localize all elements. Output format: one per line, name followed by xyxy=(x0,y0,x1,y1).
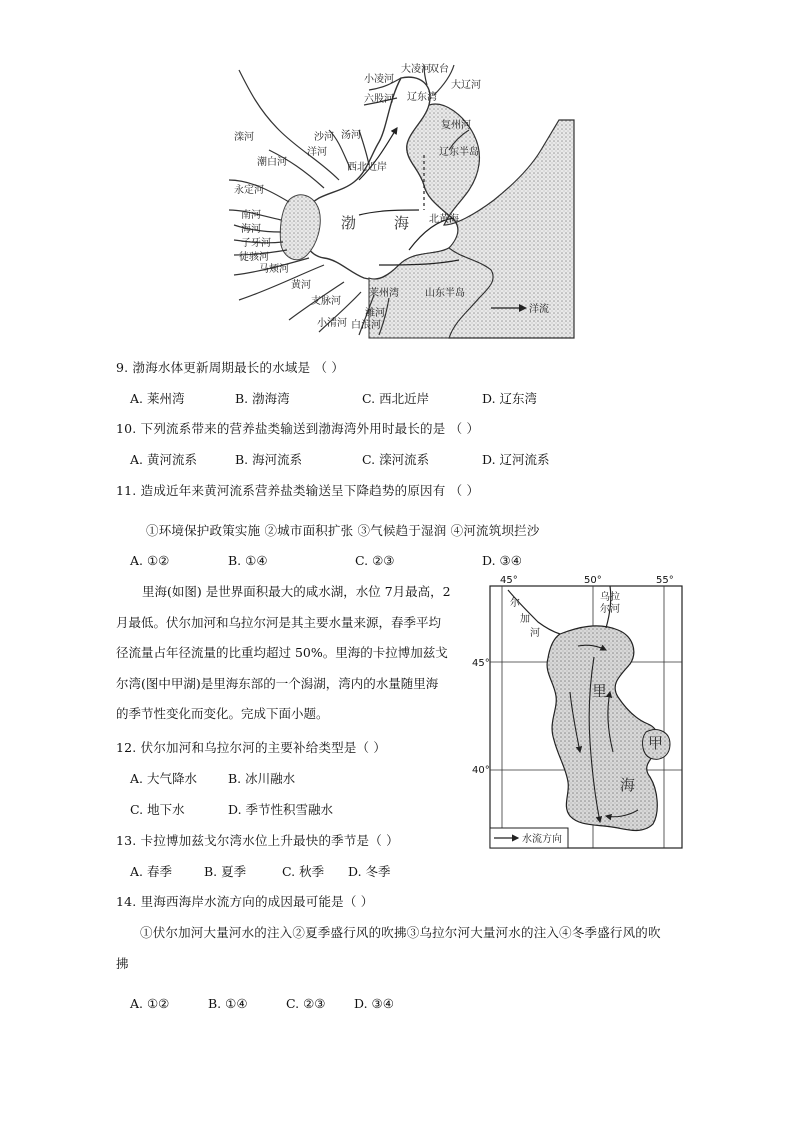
label-shuangtai: 双台 xyxy=(429,64,449,75)
label-xiaoling: 小凌河 xyxy=(364,74,394,85)
label-bohai-b: 海 xyxy=(394,214,410,232)
label-fuzhou: 复州河 xyxy=(441,120,471,131)
q10-option-a[interactable]: A. 黄河流系 xyxy=(130,452,197,467)
q10-option-b[interactable]: B. 海河流系 xyxy=(235,452,303,467)
caspian-legend xyxy=(490,828,568,848)
label-li: 里 xyxy=(592,682,608,700)
label-jia: 甲 xyxy=(648,734,664,752)
q13-option-a[interactable]: A. 春季 xyxy=(130,864,172,879)
label-huanghe: 黄河 xyxy=(291,280,311,291)
label-yongding: 永定河 xyxy=(234,185,264,196)
q9-option-a[interactable]: A. 莱州湾 xyxy=(130,391,185,406)
label-laizhou: 莱州湾 xyxy=(369,288,399,299)
bohai-map xyxy=(229,60,574,338)
q14-option-c[interactable]: C. ②③ xyxy=(286,996,326,1011)
label-zhimai: 支脉河 xyxy=(311,296,341,307)
label-ural-2: 尔河 xyxy=(600,604,620,615)
q9-stem: 9. 渤海水体更新周期最长的水域是 （ ） xyxy=(116,360,345,375)
label-volga-3: 河 xyxy=(530,628,540,639)
q9-option-d[interactable]: D. 辽东湾 xyxy=(482,391,538,406)
label-weihe: 潍河 xyxy=(365,308,385,319)
q11-option-c[interactable]: C. ②③ xyxy=(355,553,395,568)
q11-option-b[interactable]: B. ①④ xyxy=(228,553,268,568)
lat-40: 40° xyxy=(472,765,490,776)
caspian-passage xyxy=(116,577,456,730)
q10-option-c[interactable]: C. 滦河流系 xyxy=(362,452,430,467)
passage-line-5: 的季节性变化而变化。完成下面小题。 xyxy=(116,706,329,721)
label-ural-1: 乌拉 xyxy=(600,592,620,603)
label-chaobai: 潮白河 xyxy=(257,157,287,168)
label-liugu: 六股河 xyxy=(364,94,394,105)
label-xibei: 西北近岸 xyxy=(347,162,387,173)
passage-line-1: 里海(如图) 是世界面积最大的咸水湖，水位 7月最高，2 xyxy=(142,584,451,599)
label-liaodong-pen: 辽东半岛 xyxy=(439,147,479,158)
label-current: 洋流 xyxy=(529,304,549,315)
label-daling: 大凌河 xyxy=(401,64,431,75)
q14-option-a[interactable]: A. ①② xyxy=(130,996,170,1011)
q14-stem: 14. 里海西海岸水流方向的成因最可能是（ ） xyxy=(116,894,374,909)
q10-option-d[interactable]: D. 辽河流系 xyxy=(482,452,550,467)
label-xiaoqing: 小清河 xyxy=(317,318,347,329)
label-shandong: 山东半岛 xyxy=(425,288,465,299)
label-majia: 马颊河 xyxy=(259,264,289,275)
q12-option-d[interactable]: D. 季节性积雪融水 xyxy=(228,802,334,817)
label-volga-1: 尔 xyxy=(510,598,520,609)
lon-45: 45° xyxy=(500,575,518,586)
label-hai: 海 xyxy=(620,776,636,794)
label-volga-2: 加 xyxy=(520,614,530,625)
q13-option-c[interactable]: C. 秋季 xyxy=(282,864,325,879)
label-luan: 滦河 xyxy=(234,132,254,143)
q12-stem: 12. 伏尔加河和乌拉尔河的主要补给类型是（ ） xyxy=(116,740,387,755)
label-bohai-a: 渤 xyxy=(341,214,357,232)
q11-option-a[interactable]: A. ①② xyxy=(130,553,170,568)
q14-factors-line1: ①伏尔加河大量河水的注入②夏季盛行风的吹拂③乌拉尔河大量河水的注入④冬季盛行风的吹 xyxy=(140,925,661,940)
label-tuhai: 徒骇河 xyxy=(239,252,269,263)
q14-option-b[interactable]: B. ①④ xyxy=(208,996,248,1011)
label-daliao: 大辽河 xyxy=(451,80,481,91)
caspian-map xyxy=(472,572,684,850)
passage-line-4: 尔湾(图中甲湖)是里海东部的一个潟湖，湾内的水量随里海 xyxy=(116,675,439,691)
label-tanghe: 汤河 xyxy=(341,130,361,141)
q13-option-b[interactable]: B. 夏季 xyxy=(204,864,247,879)
q13-stem: 13. 卡拉博加兹戈尔湾水位上升最快的季节是（ ） xyxy=(116,833,399,848)
lon-50: 50° xyxy=(584,575,602,586)
label-beihuangha: 北黄海 xyxy=(429,214,459,225)
q11-option-d[interactable]: D. ③④ xyxy=(482,553,522,568)
q9-option-b[interactable]: B. 渤海湾 xyxy=(235,391,290,406)
label-yanghe: 洋河 xyxy=(307,147,327,158)
q13-option-d[interactable]: D. 冬季 xyxy=(348,864,391,879)
q9-option-c[interactable]: C. 西北近岸 xyxy=(362,391,430,406)
passage-line-2: 月最低。伏尔加河和乌拉尔河是其主要水量来源，春季平均 xyxy=(116,614,442,630)
legend-label: 水流方向 xyxy=(522,834,562,845)
passage-line-3: 径流量占年径流量的比重均超过 50%。里海的卡拉博加兹戈 xyxy=(116,645,448,660)
q14-factors-line2: 拂 xyxy=(116,956,129,971)
q11-stem: 11. 造成近年来黄河流系营养盐类输送呈下降趋势的原因有 （ ） xyxy=(116,483,480,498)
label-haihe: 海河 xyxy=(241,224,261,235)
q12-option-b[interactable]: B. 冰川融水 xyxy=(228,771,296,786)
q12-option-c[interactable]: C. 地下水 xyxy=(130,802,185,817)
q14-option-d[interactable]: D. ③④ xyxy=(354,996,394,1011)
label-nanhe: 南河 xyxy=(241,210,261,221)
label-bailang: 白浪河 xyxy=(351,320,381,331)
lat-45: 45° xyxy=(472,658,490,669)
label-liaodong-bay: 辽东湾 xyxy=(407,92,437,103)
label-shahe: 沙河 xyxy=(314,132,334,143)
label-ziya: 子牙河 xyxy=(241,238,271,249)
q12-option-a[interactable]: A. 大气降水 xyxy=(130,771,197,786)
q10-stem: 10. 下列流系带来的营养盐类输送到渤海湾外用时最长的是 （ ） xyxy=(116,421,480,436)
q11-factors: ①环境保护政策实施 ②城市面积扩张 ③气候趋于湿润 ④河流筑坝拦沙 xyxy=(146,523,540,538)
lon-55: 55° xyxy=(656,575,674,586)
